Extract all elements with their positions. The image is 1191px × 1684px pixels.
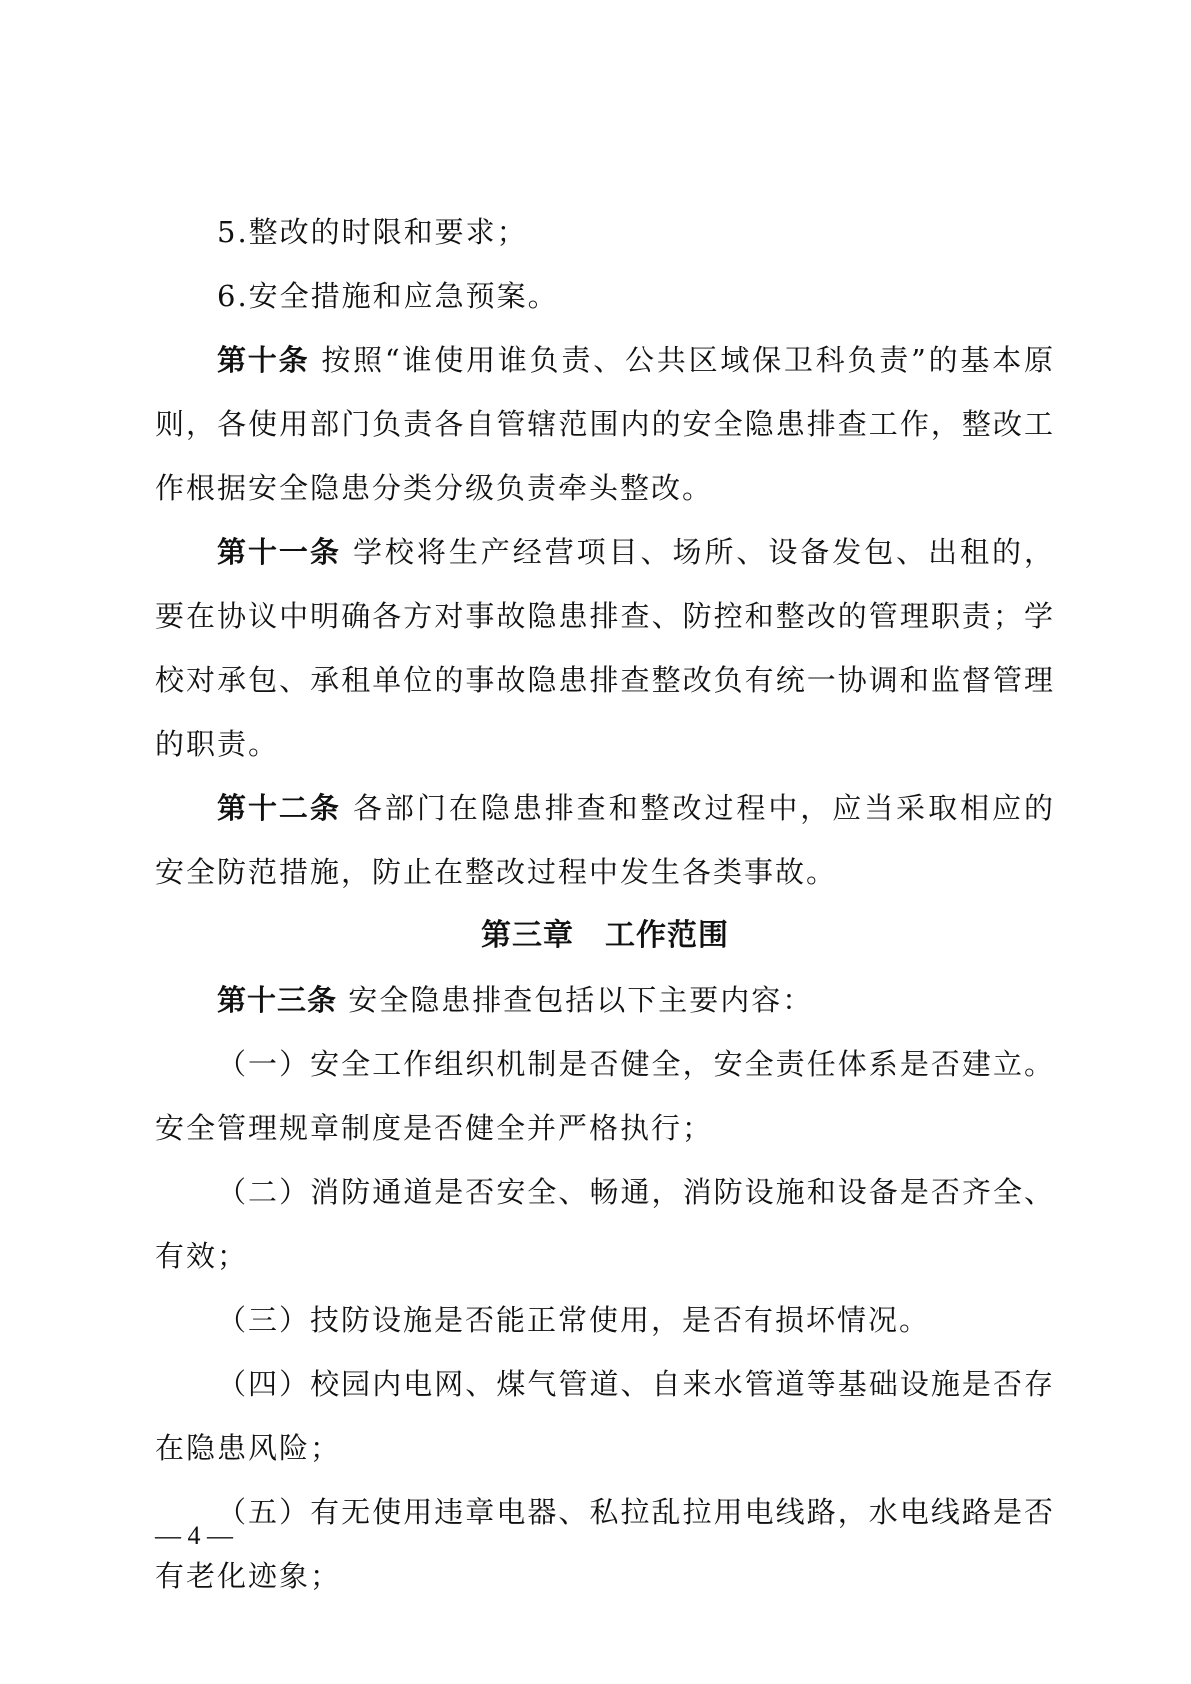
article-number: 第十条 (217, 343, 310, 377)
article-number: 第十一条 (217, 535, 341, 569)
paragraph-text: （一）安全工作组织机制是否健全，安全责任体系是否建立。安全管理规章制度是否健全并严格执行； (155, 1047, 1055, 1145)
chapter-heading: 第三章 工作范围 (481, 918, 729, 953)
paragraph-text: 按照“谁使用谁负责、公共区域保卫科负责”的基本原则，各使用部门负责各自管辖范围内的安全隐患排查工作，整改工作根据安全隐患分类分级负责牵头整改。 (155, 343, 1055, 505)
paragraph-text: （二）消防通道是否安全、畅通，消防设施和设备是否齐全、有效； (155, 1175, 1055, 1273)
paragraph-text: （四）校园内电网、煤气管道、自来水管道等基础设施是否存在隐患风险； (155, 1367, 1055, 1465)
list-item (155, 1288, 1055, 1352)
list-item (155, 1480, 1055, 1608)
list-item (155, 1032, 1055, 1160)
article-paragraph (155, 968, 1055, 1032)
paragraph-text: （三）技防设施是否能正常使用，是否有损坏情况。 (217, 1303, 931, 1337)
paragraph-text: （五）有无使用违章电器、私拉乱拉用电线路，水电线路是否有老化迹象； (155, 1495, 1055, 1593)
paragraph-text: 学校将生产经营项目、场所、设备发包、出租的，要在协议中明确各方对事故隐患排查、防控和整改的管理职责；学校对承包、承租单位的事故隐患排查整改负有统一协调和监督管理的职责。 (155, 535, 1055, 761)
article-paragraph (155, 328, 1055, 520)
page-number: — 4 — (155, 1521, 233, 1550)
list-item (155, 264, 1055, 328)
article-number: 第十二条 (217, 791, 341, 825)
paragraph-text: 各部门在隐患排查和整改过程中，应当采取相应的安全防范措施，防止在整改过程中发生各类事故。 (155, 791, 1055, 889)
article-paragraph (155, 776, 1055, 904)
article-paragraph (155, 520, 1055, 776)
article-number: 第十三条 (217, 983, 338, 1017)
list-item (155, 1160, 1055, 1288)
paragraph-text: 6.安全措施和应急预案。 (217, 279, 559, 313)
list-item (155, 200, 1055, 264)
paragraph-text: 安全隐患排查包括以下主要内容： (337, 983, 814, 1017)
paragraph-text: 5.整改的时限和要求； (217, 215, 528, 249)
list-item (155, 1352, 1055, 1480)
document-body (155, 200, 1055, 1608)
